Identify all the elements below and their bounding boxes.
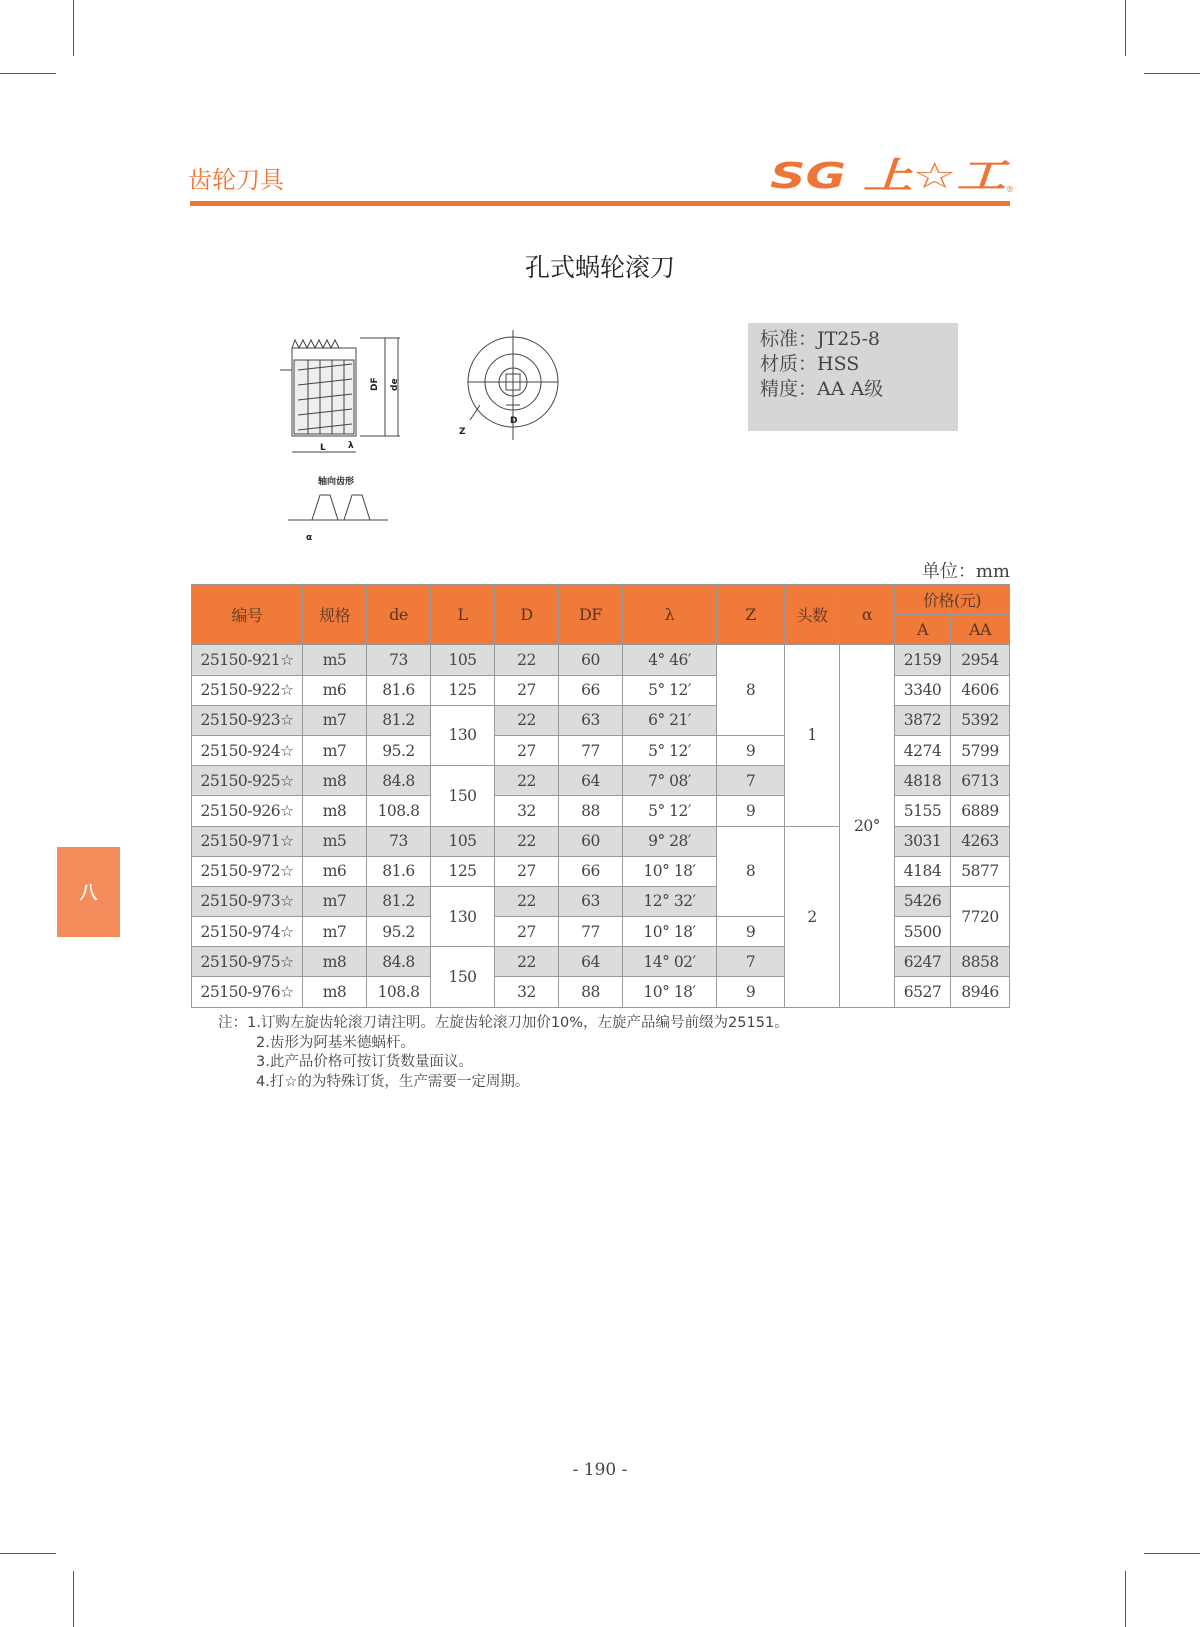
table-cell: 6527 <box>895 977 951 1007</box>
table-cell: m7 <box>303 735 367 765</box>
table-cell: 64 <box>559 947 623 977</box>
price-subheader: AA <box>951 615 1010 645</box>
table-cell: m5 <box>303 645 367 675</box>
table-cell: m7 <box>303 705 367 735</box>
table-cell: 81.6 <box>367 856 431 886</box>
column-header: 价格(元) <box>895 585 1010 615</box>
section-title: 齿轮刀具 <box>188 166 284 194</box>
table-cell: 95.2 <box>367 917 431 947</box>
table-cell: m6 <box>303 675 367 705</box>
table-cell: 32 <box>495 796 559 826</box>
table-cell: 25150-973☆ <box>192 886 303 916</box>
table-cell: 10° 18′ <box>623 977 717 1007</box>
table-cell: 73 <box>367 645 431 675</box>
brand-logo-text: SG 上☆工 <box>770 156 1011 197</box>
table-cell: 27 <box>495 675 559 705</box>
table-cell: 4274 <box>895 735 951 765</box>
table-cell: 105 <box>431 826 495 856</box>
table-cell: 130 <box>431 886 495 946</box>
table-cell: 77 <box>559 735 623 765</box>
table-cell: 9 <box>717 735 785 765</box>
column-header: D <box>495 585 559 645</box>
page-title: 孔式蜗轮滚刀 <box>524 253 675 282</box>
table-cell: 6889 <box>951 796 1010 826</box>
label-alpha: α <box>306 533 313 543</box>
table-cell: 8 <box>717 826 785 917</box>
table-cell: 7° 08′ <box>623 766 717 796</box>
table-cell: m7 <box>303 917 367 947</box>
table-cell: 4818 <box>895 766 951 796</box>
table-cell: 9 <box>717 977 785 1007</box>
table-cell: 6° 21′ <box>623 705 717 735</box>
table-cell: 7 <box>717 947 785 977</box>
table-cell: 73 <box>367 826 431 856</box>
table-cell: 25150-972☆ <box>192 856 303 886</box>
spec-precision: 精度：AA A级 <box>760 378 884 400</box>
label-d: D <box>510 416 518 426</box>
table-cell: m7 <box>303 886 367 916</box>
brand-logo <box>770 148 1015 198</box>
label-de: de <box>390 378 400 391</box>
column-header: L <box>431 585 495 645</box>
table-cell: 27 <box>495 735 559 765</box>
table-cell: 150 <box>431 947 495 1007</box>
label-l: L <box>320 443 326 453</box>
table-cell: 5° 12′ <box>623 675 717 705</box>
table-cell: 10° 18′ <box>623 856 717 886</box>
table-cell: 63 <box>559 705 623 735</box>
label-df: DF <box>370 377 380 391</box>
table-cell: 22 <box>495 947 559 977</box>
table-cell: 66 <box>559 856 623 886</box>
table-cell: 88 <box>559 796 623 826</box>
table-cell: 14° 02′ <box>623 947 717 977</box>
table-cell: 22 <box>495 886 559 916</box>
table-cell: 4° 46′ <box>623 645 717 675</box>
table-cell: 22 <box>495 766 559 796</box>
table-cell: 22 <box>495 826 559 856</box>
table-cell: 60 <box>559 645 623 675</box>
registered-mark: ® <box>1006 185 1014 194</box>
table-cell: 4263 <box>951 826 1010 856</box>
table-cell: 5500 <box>895 917 951 947</box>
spec-standard: 标准：JT25-8 <box>760 328 880 350</box>
table-cell: 25150-923☆ <box>192 705 303 735</box>
table-cell: 8 <box>717 645 785 736</box>
table-cell: m8 <box>303 796 367 826</box>
table-cell: 25150-971☆ <box>192 826 303 856</box>
table-cell: 20° <box>840 645 895 1007</box>
table-cell: 3872 <box>895 705 951 735</box>
table-cell: 5155 <box>895 796 951 826</box>
spec-box <box>748 323 958 431</box>
table-cell: 25150-921☆ <box>192 645 303 675</box>
unit-label: 单位：mm <box>921 561 1010 582</box>
table-cell: 5392 <box>951 705 1010 735</box>
crop-mark <box>0 73 56 74</box>
table-cell: 10° 18′ <box>623 917 717 947</box>
table-cell: 22 <box>495 645 559 675</box>
table-cell: 130 <box>431 705 495 765</box>
table-cell: 9° 28′ <box>623 826 717 856</box>
table-cell: 8858 <box>951 947 1010 977</box>
table-cell: 77 <box>559 917 623 947</box>
table-cell: 88 <box>559 977 623 1007</box>
table-cell: 25150-976☆ <box>192 977 303 1007</box>
note-3: 3.此产品价格可按订货数量面议。 <box>256 1054 473 1070</box>
chapter-tab: 八 <box>57 847 120 937</box>
column-header: 规格 <box>303 585 367 645</box>
table-cell: 9 <box>717 796 785 826</box>
note-2: 2.齿形为阿基米德蜗杆。 <box>256 1034 415 1051</box>
table-cell: 84.8 <box>367 947 431 977</box>
spec-material: 材质：HSS <box>760 353 860 375</box>
table-cell: 3340 <box>895 675 951 705</box>
table-cell: 60 <box>559 826 623 856</box>
table-cell: 108.8 <box>367 796 431 826</box>
table-cell: 4184 <box>895 856 951 886</box>
table-cell: 27 <box>495 917 559 947</box>
table-cell: m8 <box>303 977 367 1007</box>
column-header: 编号 <box>192 585 303 645</box>
table-cell: 25150-924☆ <box>192 735 303 765</box>
product-table <box>191 584 1010 1008</box>
column-header: Z <box>717 585 785 645</box>
table-cell: m5 <box>303 826 367 856</box>
table-cell: 5° 12′ <box>623 735 717 765</box>
column-header: 头数 <box>785 585 840 645</box>
table-cell: 2159 <box>895 645 951 675</box>
crop-mark <box>73 0 74 56</box>
table-cell: 125 <box>431 675 495 705</box>
table-cell: 6247 <box>895 947 951 977</box>
table-cell: 125 <box>431 856 495 886</box>
crop-mark <box>1144 73 1200 74</box>
page-number: - 190 - <box>572 1460 628 1480</box>
table-cell: 3031 <box>895 826 951 856</box>
table-cell: 25150-926☆ <box>192 796 303 826</box>
column-header: α <box>840 585 895 645</box>
crop-mark <box>1125 0 1126 56</box>
table-row <box>192 645 1010 675</box>
note-1: 注：1.订购左旋齿轮滚刀请注明。左旋齿轮滚刀加价10%，左旋产品编号前缀为25151。 <box>218 1015 789 1031</box>
price-subheader: A <box>895 615 951 645</box>
table-cell: 25150-925☆ <box>192 766 303 796</box>
table-cell: 25150-975☆ <box>192 947 303 977</box>
table-cell: 8946 <box>951 977 1010 1007</box>
table-cell: 7 <box>717 766 785 796</box>
label-z: Z <box>459 427 466 437</box>
table-cell: 108.8 <box>367 977 431 1007</box>
table-cell: m6 <box>303 856 367 886</box>
table-cell: 4606 <box>951 675 1010 705</box>
header-rule <box>190 201 1010 206</box>
table-cell: 63 <box>559 886 623 916</box>
table-cell: 2954 <box>951 645 1010 675</box>
table-cell: m8 <box>303 766 367 796</box>
table-cell: 27 <box>495 856 559 886</box>
table-cell: 32 <box>495 977 559 1007</box>
table-cell: 5799 <box>951 735 1010 765</box>
table-cell: 1 <box>785 645 840 826</box>
table-cell: 7720 <box>951 886 1010 946</box>
notes <box>218 1014 789 1092</box>
table-cell: 81.6 <box>367 675 431 705</box>
table-cell: 105 <box>431 645 495 675</box>
crop-mark <box>1125 1571 1126 1627</box>
table-cell: 81.2 <box>367 705 431 735</box>
table-cell: 66 <box>559 675 623 705</box>
label-axial-profile: 轴向齿形 <box>318 477 355 487</box>
table-cell: m8 <box>303 947 367 977</box>
table-cell: 9 <box>717 917 785 947</box>
table-cell: 6713 <box>951 766 1010 796</box>
column-header: de <box>367 585 431 645</box>
crop-mark <box>73 1571 74 1627</box>
table-cell: 150 <box>431 766 495 826</box>
table-cell: 95.2 <box>367 735 431 765</box>
note-4: 4.打☆的为特殊订货，生产需要一定周期。 <box>256 1073 530 1090</box>
column-header: DF <box>559 585 623 645</box>
column-header: λ <box>623 585 717 645</box>
table-cell: 22 <box>495 705 559 735</box>
table-cell: 2 <box>785 826 840 1007</box>
table-cell: 25150-922☆ <box>192 675 303 705</box>
table-cell: 5877 <box>951 856 1010 886</box>
table-cell: 25150-974☆ <box>192 917 303 947</box>
table-cell: 64 <box>559 766 623 796</box>
crop-mark <box>0 1553 56 1554</box>
table-cell: 5° 12′ <box>623 796 717 826</box>
technical-drawing <box>280 330 600 560</box>
table-cell: 84.8 <box>367 766 431 796</box>
crop-mark <box>1144 1553 1200 1554</box>
table-cell: 12° 32′ <box>623 886 717 916</box>
table-cell: 5426 <box>895 886 951 916</box>
table-cell: 81.2 <box>367 886 431 916</box>
label-lambda: λ <box>348 441 354 451</box>
